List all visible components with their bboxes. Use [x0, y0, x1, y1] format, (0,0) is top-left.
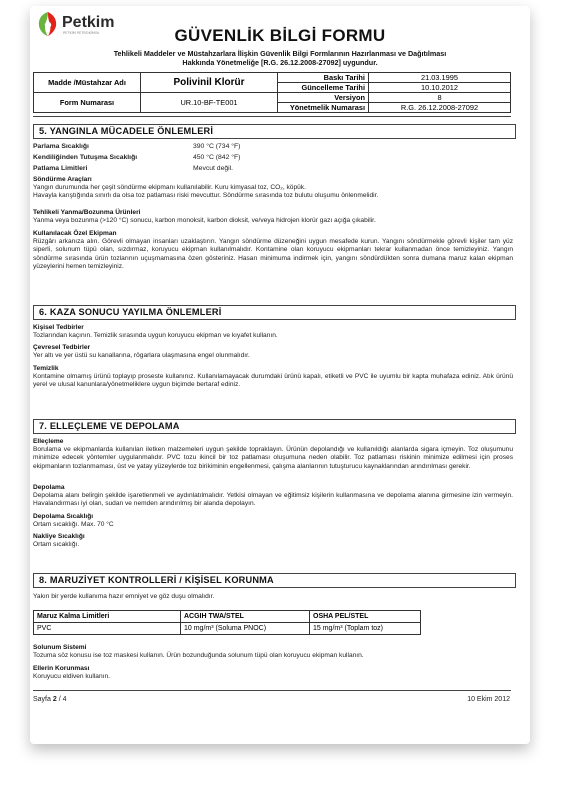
- subtitle-line-1: Tehlikeli Maddeler ve Müstahzarlara İlişkin Güvenlik Bilgi Formlarının Hazırlanması ve Dağıtılması: [113, 49, 447, 58]
- ekipman-block: [33, 230, 513, 271]
- solunum-block: [33, 644, 513, 660]
- exposure-header-2: ACGIH TWA/STEL: [181, 611, 310, 623]
- kisisel-block: [33, 324, 513, 340]
- eller-block: [33, 665, 513, 681]
- sondurme-heading: Söndürme Araçları: [33, 176, 92, 183]
- cevre-block: [33, 344, 513, 360]
- cevre-text: Yer altı ve yer üstü su kanallarına, rögarlara ulaşmasına engel olunmalıdır.: [33, 352, 250, 360]
- yonetmelik-value: R.G. 26.12.2008-27092: [369, 103, 511, 113]
- footer-divider: [33, 690, 511, 691]
- solunum-heading: Solunum Sistemi: [33, 644, 87, 651]
- header-table: [33, 72, 511, 113]
- kisisel-heading: Kişisel Tedbirler: [33, 324, 84, 331]
- madde-value: Polivinil Klorür: [141, 73, 278, 93]
- brand-tagline: PETKİM PETROKİMYA: [63, 31, 100, 35]
- exposure-cell-1: PVC: [34, 623, 181, 635]
- nakliye-text: Ortam sıcaklığı.: [33, 541, 80, 549]
- nakliye-heading: Nakliye Sıcaklığı: [33, 533, 85, 540]
- tehlike-text: Yanma veya bozunma (>120 °C) sonucu, karbon monoksit, karbon dioksit, ve/veya hidrojen klorür gazı açığa çıkabilir.: [33, 217, 376, 225]
- document-page: [30, 6, 530, 744]
- sondurme-text-1: Yangın durumunda her çeşit söndürme ekipmanı kullanılabilir. Kuru kimyasal toz, CO₂, köpük.: [33, 184, 306, 192]
- depolama-heading: Depolama: [33, 484, 65, 491]
- depolama-sicaklik-text: Ortam sıcaklığı. Max. 70 °C: [33, 521, 114, 529]
- s8-intro: Yakın bir yerde kullanıma hazır emniyet ve göz duşu olmalıdır.: [33, 593, 215, 600]
- yonetmelik-label: Yönetmelik Numarası: [278, 103, 369, 113]
- temizlik-block: [33, 365, 513, 390]
- brand-name: Petkim: [62, 14, 115, 31]
- guncelleme-value: 10.10.2012: [369, 83, 511, 93]
- temizlik-text: Kontamine olmamış ürünü toplayıp proseste kullanınız. Kullanılamayacak durumdaki ürünü kapalı, etiketli ve PVC ile uyumlu bir kapta muhafaza ediniz. Atık ürünü yerel ve ulusal kanunlara/yönetmeliklere uygun biçimde bertaraf ediniz.: [33, 373, 513, 389]
- section-5-heading: 5. YANGINLA MÜCADELE ÖNLEMLERİ: [33, 124, 516, 139]
- tutusma-value: 450 °C (842 °F): [193, 154, 241, 161]
- section-7-heading: 7. ELLEÇLEME VE DEPOLAMA: [33, 419, 516, 434]
- form-label: Form Numarası: [34, 93, 141, 113]
- temizlik-heading: Temizlik: [33, 365, 59, 372]
- page-number: [33, 696, 67, 703]
- parlama-value: 390 °C (734 °F): [193, 143, 241, 150]
- depolama-block: [33, 484, 513, 509]
- subtitle-line-2: Hakkında Yönetmeliğe [R.G. 26.12.2008-27092] uygundur.: [182, 58, 378, 67]
- exposure-table: [33, 610, 421, 635]
- sondurme-text-2: Havayla karıştığında sınırlı da olsa toz patlaması riski mevcuttur. Söndürme sırasında toz bulutu oluşumu önlenmelidir.: [33, 192, 379, 200]
- limit-row: [30, 165, 510, 175]
- sondurme-block: [33, 176, 513, 201]
- footer-date: 10 Ekim 2012: [467, 696, 510, 703]
- cevre-heading: Çevresel Tedbirler: [33, 344, 91, 351]
- header-divider: [33, 116, 511, 117]
- ellecleme-block: [33, 438, 513, 471]
- depolama-sicaklik-block: [33, 513, 513, 529]
- solunum-text: Tozuma söz konusu ise toz maskesi kullanın. Ürün bozunduğunda solunum tüpü olan koruyucu ekipman kullanın.: [33, 652, 364, 660]
- tutusma-row: [30, 154, 510, 164]
- nakliye-block: [33, 533, 513, 549]
- baski-label: Baskı Tarihi: [278, 73, 369, 83]
- page-total: 4: [62, 696, 67, 703]
- versiyon-value: 8: [369, 93, 511, 103]
- depolama-sicaklik-heading: Depolama Sıcaklığı: [33, 513, 94, 520]
- page-separator: /: [58, 696, 61, 703]
- parlama-key: Parlama Sıcaklığı: [33, 143, 89, 150]
- page-title: GÜVENLİK BİLGİ FORMU: [174, 26, 386, 45]
- exposure-row: [34, 623, 421, 635]
- exposure-cell-3: 15 mg/m³ (Toplam toz): [310, 623, 421, 635]
- limit-value: Mevcut değil.: [193, 165, 234, 172]
- guncelleme-label: Güncelleme Tarihi: [278, 83, 369, 93]
- exposure-header-1: Maruz Kalma Limitleri: [34, 611, 181, 623]
- exposure-header-3: OSHA PEL/STEL: [310, 611, 421, 623]
- page-prefix: Sayfa: [33, 696, 51, 703]
- eller-text: Koruyucu eldiven kullanın.: [33, 673, 110, 681]
- exposure-header-row: [34, 611, 421, 623]
- depolama-text: Depolama alanı belirgin şekilde işaretlenmeli ve aydınlatılmalıdır. Yetkisi olmayan ve eğitimsiz kişilerin kullanmasına ve depolama alanına girmesine izin vermeyin. Havalandırması iyi olan, sudan ve nemden arındırılmış bir alanda depolayın.: [33, 492, 513, 508]
- form-value: UR.10-BF-TE001: [141, 93, 278, 113]
- page-subtitle: [30, 49, 530, 67]
- ellecleme-text: Borulama ve ekipmanlarda kullanılan iletken malzemeleri uygun şekilde topraklayın. Ürünün depolandığı ve kullanıldığı alanlarda sigara içmeyin. Toz oluşumunu minimize edecek yöntemler uygulanmalıdır. PVC tozu ikincil bir toz patlaması oluşumuna neden olabilir. Toz patlaması riskinin minimize edilmesi için proses ekipmanların tozlanmaması, üst ve yatay yüzeylerde toz birikiminin engellenmesi, çalışma alanlarının tutuşturucu kaynaklarından arındırılması gerekir.: [33, 446, 513, 470]
- section-6-heading: 6. KAZA SONUCU YAYILMA ÖNLEMLERİ: [33, 305, 516, 320]
- kisisel-text: Tozlarından kaçının. Temizlik sırasında uygun koruyucu ekipman ve kıyafet kullanın.: [33, 332, 278, 340]
- ekipman-heading: Kullanılacak Özel Ekipman: [33, 230, 117, 237]
- eller-heading: Ellerin Korunması: [33, 665, 90, 672]
- page-current: 2: [52, 696, 57, 703]
- section-8-heading: 8. MARUZİYET KONTROLLERİ / KİŞİSEL KORUNMA: [33, 573, 516, 588]
- baski-value: 21.03.1995: [369, 73, 511, 83]
- madde-label: Madde /Müstahzar Adı: [34, 73, 141, 93]
- parlama-row: [30, 143, 510, 153]
- limit-key: Patlama Limitleri: [33, 165, 88, 172]
- ellecleme-heading: Elleçleme: [33, 438, 64, 445]
- ekipman-text: Rüzgârı arkanıza alın. Görevli olmayan insanları uzaklaştırın. Yangın söndürme düzeneğini uygun mesafede kurun. Yangını söndürmekle görevli kişiler tam yüz siperli, solunum tüpü olan, sızdırmaz, koruyucu ekipman kullanılmalıdır. Kontamine olan koruyucu ekipmanları tekrar kullanmadan önce temizleyiniz. Yangın söndürme sırasında ürün tozlarının uçuşmamasına özen gösteriniz. Hasarı minimuma indirmek için, yangını söndürdükten sonra dumana maruz kalan ekipman yüzeylerini hemen temizleyiniz.: [33, 238, 513, 270]
- tehlike-block: [33, 209, 513, 225]
- versiyon-label: Versiyon: [278, 93, 369, 103]
- tehlike-heading: Tehlikeli Yanma/Bozunma Ürünleri: [33, 209, 141, 216]
- exposure-cell-2: 10 mg/m³ (Soluma PNOC): [181, 623, 310, 635]
- tutusma-key: Kendiliğinden Tutuşma Sıcaklığı: [33, 154, 138, 161]
